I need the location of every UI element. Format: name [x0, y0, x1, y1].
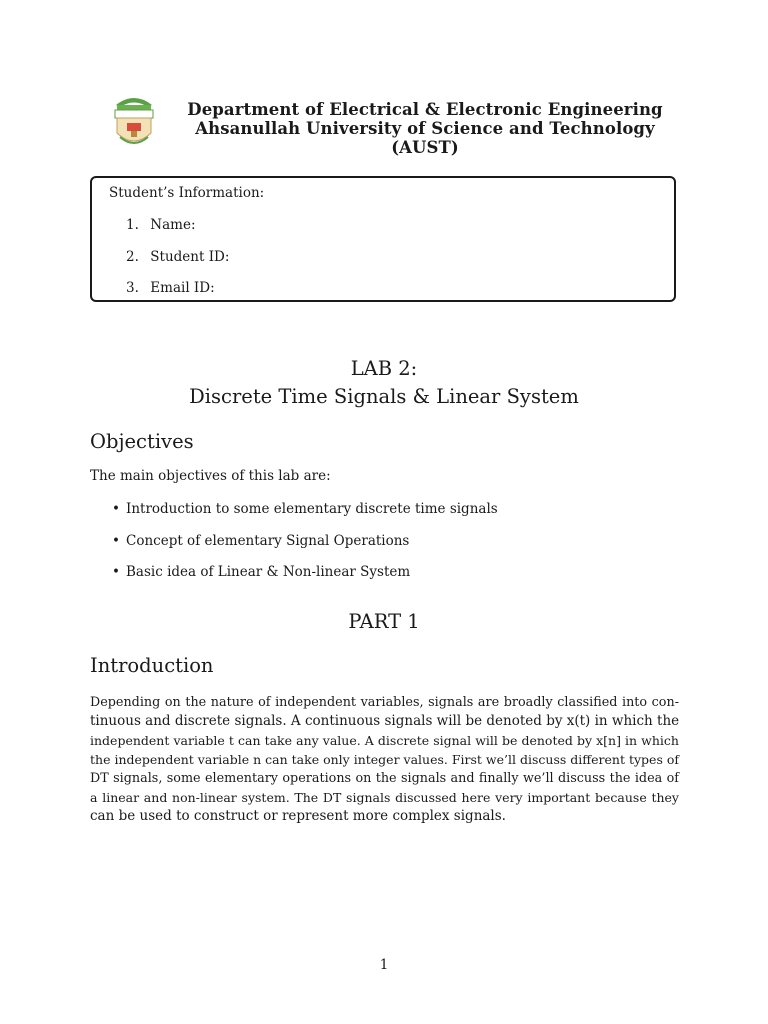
list-number: 3.	[126, 280, 139, 296]
objectives-list	[112, 500, 498, 595]
student-info-title: Student’s Information:	[109, 185, 265, 201]
lab-title: Discrete Time Signals & Linear System	[189, 385, 579, 408]
paragraph-line: independent variable t can take any value. A discrete signal will be denoted by x[n] in which	[90, 733, 679, 748]
paragraph-line: a linear and non-linear system. The DT signals discussed here very important because they	[90, 790, 679, 805]
field-label: Name:	[150, 217, 196, 233]
paragraph-line: DT signals, some elementary operations on the signals and finally we’ll discuss the idea of	[90, 771, 679, 786]
student-info-field-id	[126, 248, 229, 280]
student-info-list	[126, 216, 229, 311]
list-number: 2.	[126, 248, 139, 265]
objective-text: Basic idea of Linear & Non-linear System	[126, 564, 411, 580]
list-item	[112, 563, 498, 595]
objective-text: Concept of elementary Signal Operations	[126, 532, 410, 549]
university-name: Ahsanullah University of Science and Technology (AUST)	[195, 119, 655, 157]
objectives-heading: Objectives	[90, 430, 194, 453]
bullet-icon: •	[112, 532, 120, 549]
introduction-paragraph	[90, 693, 679, 826]
list-item	[112, 532, 498, 564]
student-info-box	[90, 176, 676, 302]
list-item	[112, 500, 498, 532]
aust-logo	[112, 93, 156, 151]
bullet-icon: •	[112, 564, 120, 580]
bullet-icon: •	[112, 501, 120, 517]
paragraph-line: can be used to construct or represent more complex signals.	[90, 808, 506, 824]
list-number: 1.	[126, 217, 139, 233]
introduction-heading: Introduction	[90, 654, 214, 677]
objective-text: Introduction to some elementary discrete time signals	[126, 501, 498, 517]
field-label: Email ID:	[150, 280, 215, 296]
field-label: Student ID:	[150, 248, 230, 265]
paragraph-line: tinuous and discrete signals. A continuous signals will be denoted by x(t) in which the	[90, 713, 680, 729]
part-title: PART 1	[348, 610, 420, 633]
paragraph-line: the independent variable n can take only integer values. First we’ll discuss different types of	[90, 752, 679, 767]
header-title-block	[170, 100, 680, 157]
lab-number: LAB 2:	[350, 357, 418, 380]
paragraph-line: Depending on the nature of independent variables, signals are broadly classified into con-	[90, 695, 679, 710]
objectives-intro: The main objectives of this lab are:	[90, 468, 331, 484]
student-info-field-email	[126, 279, 229, 311]
student-info-field-name	[126, 216, 229, 248]
department-name: Department of Electrical & Electronic Engineering	[187, 100, 663, 119]
page-number: 1	[379, 957, 389, 973]
